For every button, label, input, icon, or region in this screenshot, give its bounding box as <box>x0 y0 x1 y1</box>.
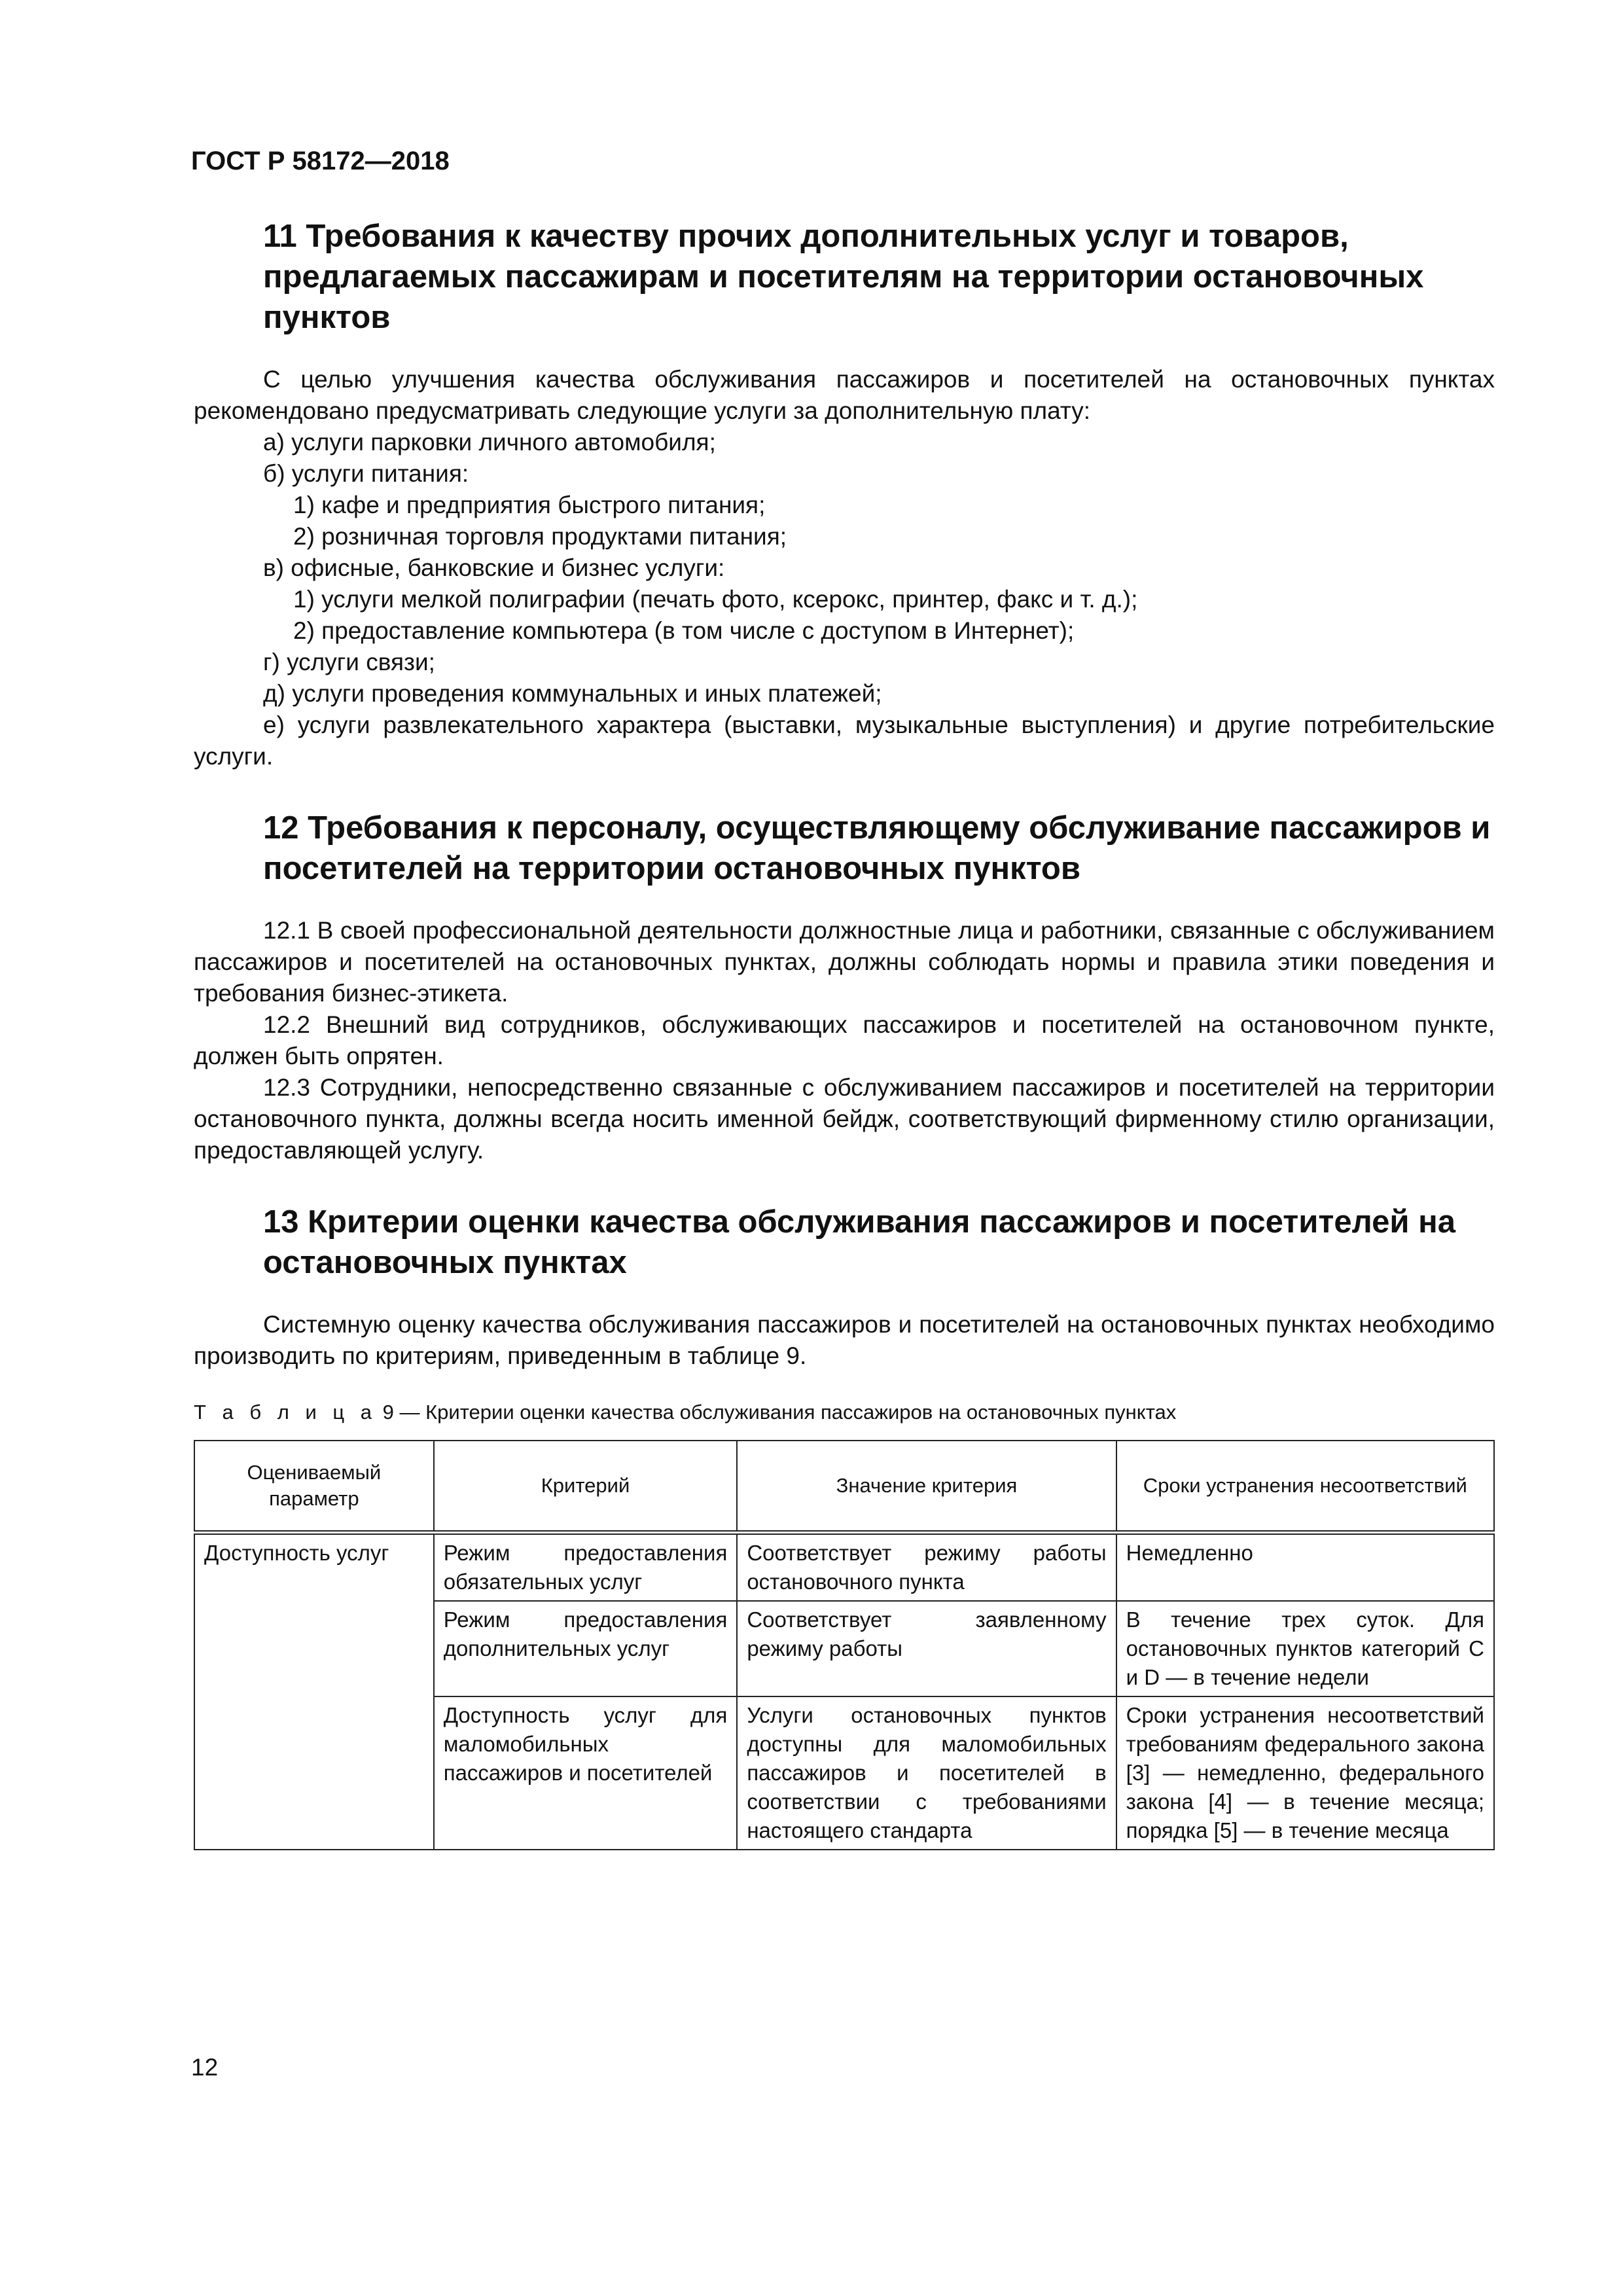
list-subitem: 1) услуги мелкой полиграфии (печать фото, ксерокс, принтер, факс и т. д.); <box>293 586 1138 613</box>
document-id: ГОСТ Р 58172—2018 <box>191 147 450 175</box>
criteria-table <box>194 1440 1495 1850</box>
section-13-intro: Системную оценку качества обслуживания пассажиров и посетителей на остановочных пунктах необходимо производить по критериям, приведенным в таблице 9. <box>194 1311 1495 1369</box>
column-header-value: Значение критерия <box>737 1441 1116 1533</box>
section-13 <box>194 1202 1495 1850</box>
deadline-cell: Сроки устранения несоответствий требованиям федерального закона [3] — немедленно, федерального закона [4] — в течение месяца; порядка [5] — в течение месяца <box>1116 1696 1494 1850</box>
value-cell: Соответствует заявленному режиму работы <box>737 1601 1116 1696</box>
list-item: в) офисные, банковские и бизнес услуги: <box>263 554 725 581</box>
list-item: д) услуги проведения коммунальных и иных платежей; <box>263 680 882 707</box>
section-11 <box>194 216 1495 772</box>
column-header-criterion: Критерий <box>434 1441 738 1533</box>
section-12-title: 12 Требования к персоналу, осуществляющему обслуживание пассажиров и посетителей на территории остановочных пунктов <box>263 810 1491 886</box>
section-12 <box>194 808 1495 1166</box>
list-subitem: 2) розничная торговля продуктами питания; <box>293 523 787 550</box>
deadline-cell: В течение трех суток. Для остановочных пунктов категорий С и D — в течение недели <box>1116 1601 1494 1696</box>
list-item: а) услуги парковки личного автомобиля; <box>263 429 716 456</box>
section-13-title: 13 Критерии оценки качества обслуживания пассажиров и посетителей на остановочных пунктах <box>263 1204 1455 1280</box>
section-11-title: 11 Требования к качеству прочих дополнительных услуг и товаров, предлагаемых пассажирам и посетителям на территории остановочных пунктов <box>263 219 1424 335</box>
services-list <box>194 427 1495 772</box>
column-header-deadline: Сроки устранения несоответствий <box>1116 1441 1494 1533</box>
table-caption-text: 9 — Критерии оценки качества обслуживания пассажиров на остановочных пунктах <box>377 1401 1177 1424</box>
page-content <box>194 216 1495 1886</box>
paragraph-12-1: 12.1 В своей профессиональной деятельности должностные лица и работники, связанные с обслуживанием пассажиров и посетителей на остановочных пунктах, должны соблюдать нормы и правила этики поведения и требования бизнес-этикета. <box>194 917 1495 1007</box>
table-caption <box>194 1401 1495 1424</box>
column-header-parameter: Оцениваемый параметр <box>194 1441 434 1533</box>
list-subitem: 2) предоставление компьютера (в том числе с доступом в Интернет); <box>293 617 1075 644</box>
criterion-cell: Режим предоставления дополнительных услуг <box>434 1601 738 1696</box>
deadline-cell: Немедленно <box>1116 1533 1494 1602</box>
value-cell: Соответствует режиму работы остановочного пункта <box>737 1533 1116 1602</box>
page-number: 12 <box>191 2054 219 2081</box>
table-row <box>194 1533 1494 1602</box>
list-item: г) услуги связи; <box>263 649 435 675</box>
list-item: б) услуги питания: <box>263 460 469 487</box>
section-11-intro: С целью улучшения качества обслуживания пассажиров и посетителей на остановочных пунктах рекомендовано предусматривать следующие услуги за дополнительную плату: <box>194 366 1495 424</box>
table-header-row <box>194 1441 1494 1533</box>
list-subitem: 1) кафе и предприятия быстрого питания; <box>293 492 766 518</box>
criterion-cell: Доступность услуг для маломобильных пассажиров и посетителей <box>434 1696 738 1850</box>
paragraph-12-2: 12.2 Внешний вид сотрудников, обслуживающих пассажиров и посетителей на остановочном пункте, должен быть опрятен. <box>194 1011 1495 1069</box>
paragraph-12-3: 12.3 Сотрудники, непосредственно связанные с обслуживанием пассажиров и посетителей на территории остановочного пункта, должны всегда носить именной бейдж, соответствующий фирменному стилю организации, предоставляющей услугу. <box>194 1074 1495 1164</box>
table-caption-label: Т а б л и ц а <box>194 1401 378 1424</box>
value-cell: Услуги остановочных пунктов доступны для маломобильных пассажиров и посетителей в соответствии с требованиями настоящего стандарта <box>737 1696 1116 1850</box>
list-item: е) услуги развлекательного характера (выставки, музыкальные выступления) и другие потребительские услуги. <box>194 711 1495 770</box>
criterion-cell: Режим предоставления обязательных услуг <box>434 1533 738 1602</box>
parameter-cell: Доступность услуг <box>194 1533 434 1850</box>
